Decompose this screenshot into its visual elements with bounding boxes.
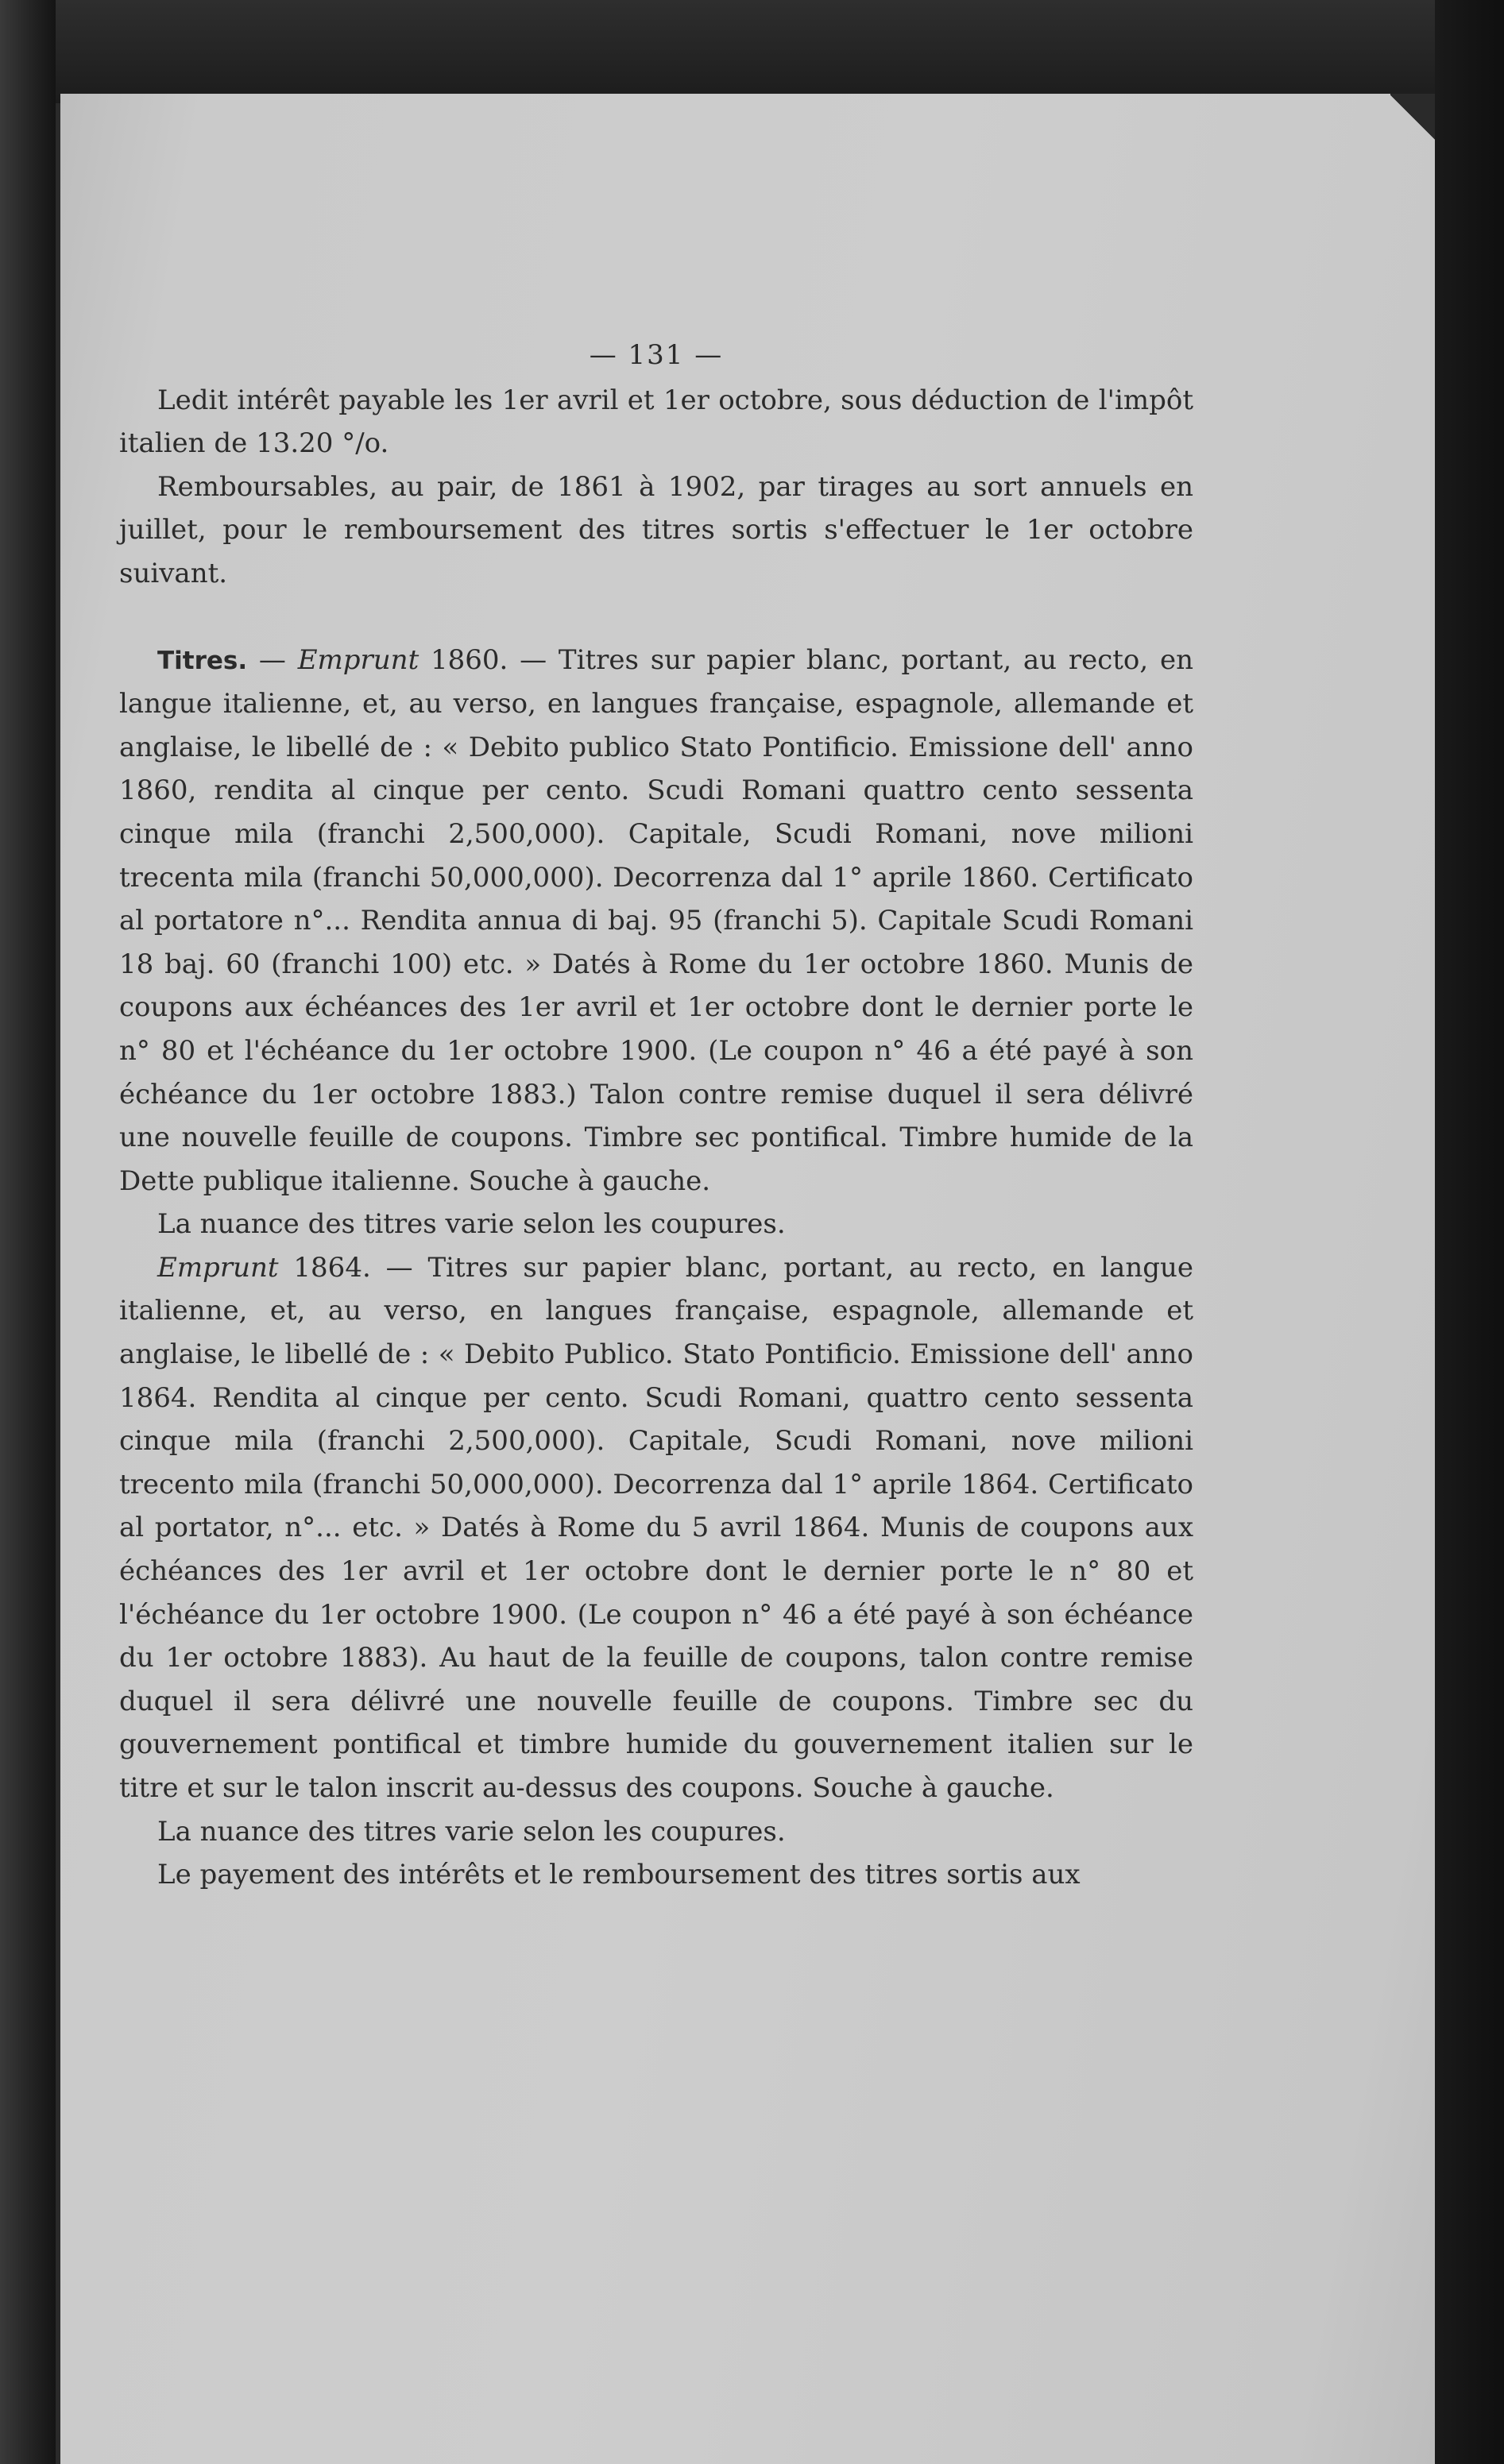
paragraph-nuance-1: La nuance des titres varie selon les coupures. [157, 1208, 786, 1241]
page-number: — 131 — [589, 339, 724, 371]
paragraph-payment: Le payement des intérêts et le remboursement des titres sortis aux [157, 1859, 1081, 1891]
paragraph-nuance-2: La nuance des titres varie selon les coupures. [157, 1815, 786, 1848]
page-corner [1390, 94, 1435, 141]
dash: — [247, 643, 298, 676]
emprunt-1860-label: Emprunt [297, 643, 419, 676]
scan-border-left [0, 0, 56, 2464]
emprunt-1864-label: Emprunt [157, 1251, 279, 1284]
scan-border-right [1435, 0, 1504, 2464]
scan-border-top [0, 0, 1504, 103]
section-label-titres: Titres. [157, 646, 248, 675]
titles-1864-text: 1864. — Titres sur papier blanc, portant, au recto, en langue italienne, et, au verso, en langues française, espagnole, allemande et anglaise, le libellé de : « Debito Publico. Stato Pontificio. Emissione dell' anno 1864. Rendita al cinque per cento. Scudi Romani, quattro cento sessenta cinque mila (franchi 2,500,000). Capitale, Scudi Romani, nove milioni trecento mila (franchi 50,000,000). Decorrenza dal 1° aprile 1864. Certificato al portator, n°... etc. » Datés à Rome du 5 avril 1864. Munis de coupons aux échéances des 1er avril et 1er octobre dont le dernier porte le n° 80 et l'échéance du 1er octobre 1900. (Le coupon n° 46 a été payé à son échéance du 1er octobre 1883). Au haut de la feuille de coupons, talon contre remise duquel il sera délivré une nouvelle feuille de coupons. Timbre sec du gouvernement pontifical et timbre humide du gouvernement italien sur le titre et sur le talon inscrit au-dessus des coupons. Souche à gauche. [119, 1251, 1193, 1804]
page-text [119, 334, 1193, 1897]
titles-1860-text: 1860. — Titres sur papier blanc, portant, au recto, en langue italienne, et, au verso, en langues française, espagnole, allemande et anglaise, le libellé de : « Debito publico Stato Pontificio. Emissione dell' anno 1860, rendita al cinque per cento. Scudi Romani quattro cento sessenta cinque mila (franchi 2,500,000). Capitale, Scudi Romani, nove milioni trecenta mila (franchi 50,000,000). Decorrenza dal 1° aprile 1860. Certificato al portatore n°... Rendita annua di baj. 95 (franchi 5). Capitale Scudi Romani 18 baj. 60 (franchi 100) etc. » Datés à Rome du 1er octobre 1860. Munis de coupons aux échéances des 1er avril et 1er octobre dont le dernier porte le n° 80 et l'échéance du 1er octobre 1900. (Le coupon n° 46 a été payé à son échéance du 1er octobre 1883.) Talon contre remise duquel il sera délivré une nouvelle feuille de coupons. Timbre sec pontifical. Timbre humide de la Dette publique italienne. Souche à gauche. [119, 643, 1193, 1197]
paragraph-interest: Ledit intérêt payable les 1er avril et 1er octobre, sous déduction de l'impôt italien de 13.20 °/o. [119, 384, 1193, 460]
paragraph-redemption: Remboursables, au pair, de 1861 à 1902, par tirages au sort annuels en juillet, pour le remboursement des titres sortis s'effectuer le 1er octobre suivant. [119, 470, 1193, 589]
paragraph-titles-1864 [119, 1246, 1193, 1810]
paragraph-titles-1860 [119, 639, 1193, 1203]
